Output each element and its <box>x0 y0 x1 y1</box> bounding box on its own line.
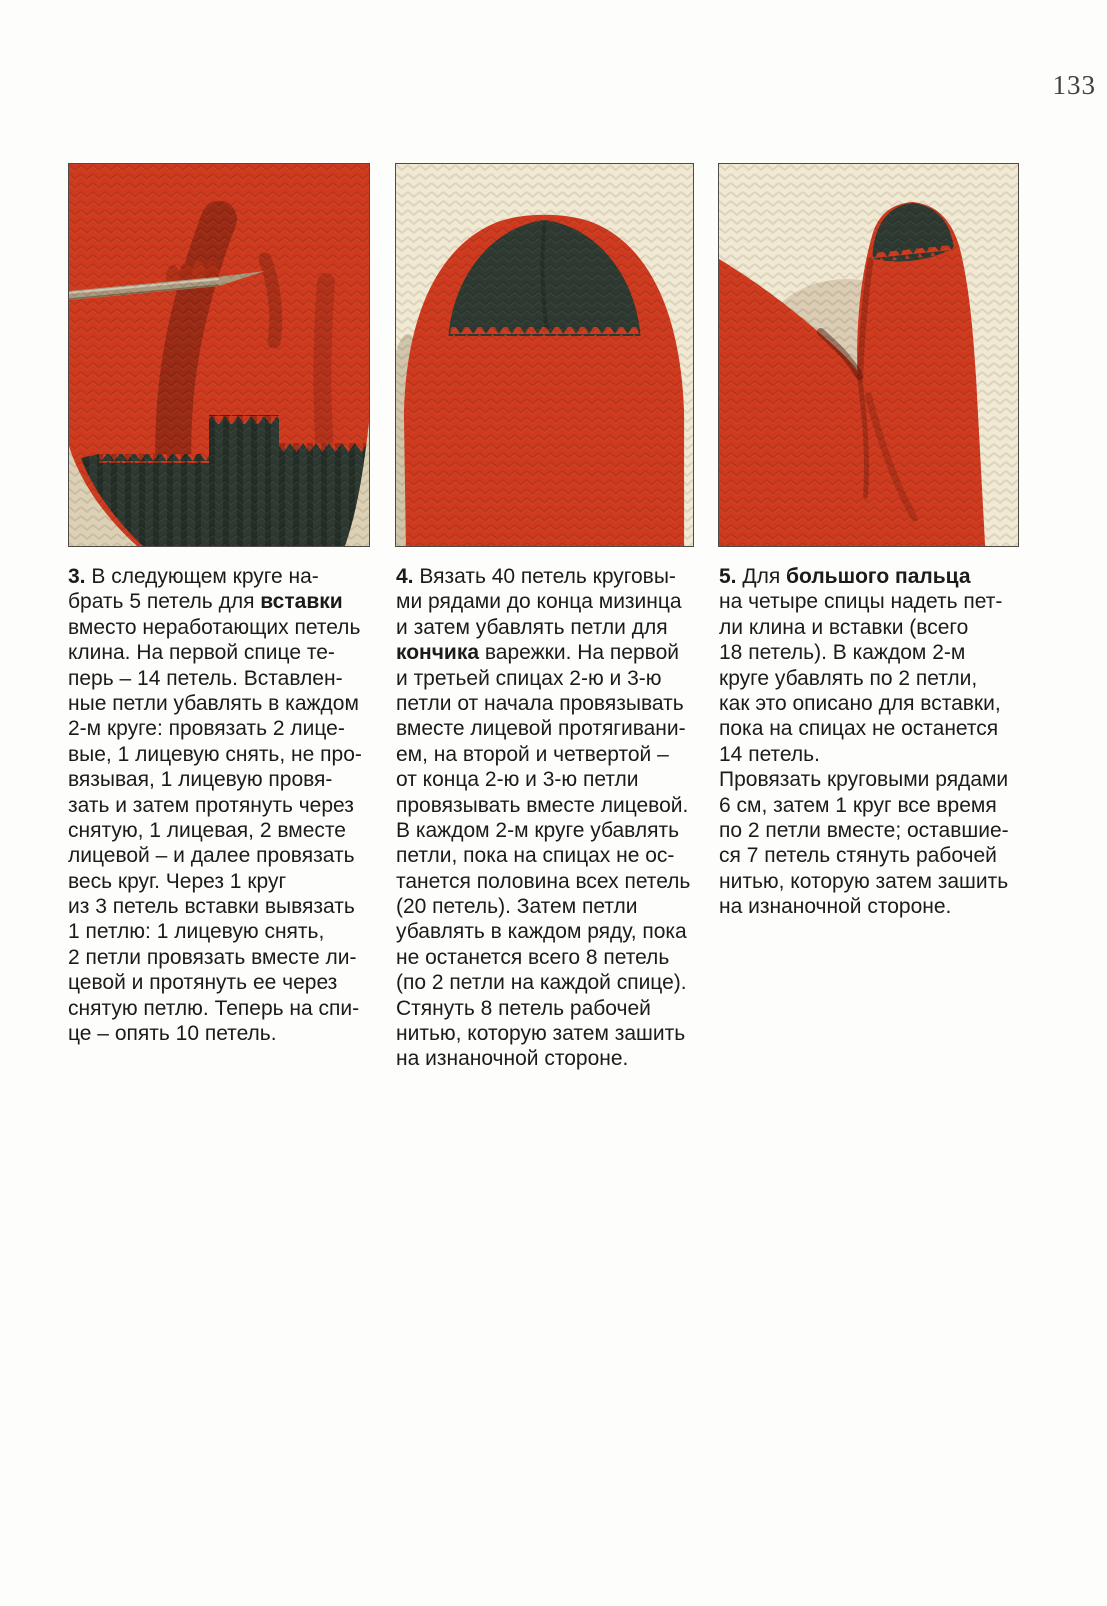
text-line: провязывать вместе лицевой. <box>396 793 689 817</box>
text-line: зать и затем протянуть через <box>68 793 354 817</box>
text-line: убавлять в каждом ряду, пока <box>396 920 687 944</box>
text-line: и затем убавлять петли для <box>396 615 668 639</box>
text-line: на изнаночной стороне. <box>719 895 952 919</box>
text-line: от конца 2-ю и 3-ю петли <box>396 768 639 792</box>
text-line: лицевой – и далее провязать <box>68 844 355 868</box>
instruction-column-step-4 <box>396 564 718 1072</box>
photo-pickup-stitches <box>68 163 370 547</box>
instruction-column-step-3 <box>68 564 390 1046</box>
text-line: ся 7 петель стянуть рабочей <box>719 844 997 868</box>
text-line: нитью, которую затем зашить <box>719 869 1009 893</box>
text-line: В каждом 2-м круге убавлять <box>396 818 680 842</box>
text-line: вместо неработающих петель <box>68 615 361 639</box>
text-line: снятую, 1 лицевая, 2 вместе <box>68 818 346 842</box>
text-line: нитью, которую затем зашить <box>396 1022 686 1046</box>
text-line: ли клина и вставки (всего <box>719 615 969 639</box>
text-line: вязывая, 1 лицевую провя- <box>68 768 333 792</box>
text-line: Стянуть 8 петель рабочей <box>396 996 651 1020</box>
photo-thumb-drawing <box>719 164 1018 546</box>
text-line: весь круг. Через 1 круг <box>68 869 287 893</box>
text-line: 2 петли провязать вместе ли- <box>68 945 357 969</box>
text-line: ные петли убавлять в каждом <box>68 691 359 715</box>
text-line: 2-м круге: провязать 2 лице- <box>68 717 345 741</box>
text-line: на четыре спицы надеть пет- <box>719 590 1003 614</box>
text-line: клина. На первой спице те- <box>68 641 335 665</box>
text-line: по 2 петли вместе; оставшие- <box>719 818 1009 842</box>
text-line: це – опять 10 петель. <box>68 1022 277 1046</box>
text-line: кончика варежки. На первой <box>396 641 679 665</box>
text-line: 5. Для большого пальца <box>719 565 971 588</box>
photo-mitten-tip <box>395 163 694 547</box>
text-line: и третьей спицах 2-ю и 3-ю <box>396 666 662 690</box>
photo-mitten-tip-drawing <box>396 164 693 546</box>
text-line: 14 петель. <box>719 742 820 766</box>
text-line: 4. Вязать 40 петель круговы- <box>396 565 676 588</box>
text-line: вместе лицевой протягивани- <box>396 717 686 741</box>
text-line: вые, 1 лицевую снять, не про- <box>68 742 362 766</box>
text-line: (20 петель). Затем петли <box>396 895 638 919</box>
text-line: 1 петлю: 1 лицевую снять, <box>68 920 325 944</box>
text-line: снятую петлю. Теперь на спи- <box>68 996 360 1020</box>
text-line: на изнаночной стороне. <box>396 1047 629 1071</box>
text-line: ми рядами до конца мизинца <box>396 590 682 614</box>
text-line: петли от начала провязывать <box>396 691 684 715</box>
text-line: 18 петель). В каждом 2-м <box>719 641 966 665</box>
text-line: 3. В следующем круге на- <box>68 565 319 588</box>
text-line: 6 см, затем 1 круг все время <box>719 793 997 817</box>
text-line: не останется всего 8 петель <box>396 945 670 969</box>
photo-thumb <box>718 163 1019 547</box>
text-line: цевой и протянуть ее через <box>68 971 338 995</box>
text-line: как это описано для вставки, <box>719 691 1001 715</box>
text-line: из 3 петель вставки вывязать <box>68 895 355 919</box>
text-line: (по 2 петли на каждой спице). <box>396 971 687 995</box>
text-line: ем, на второй и четвертой – <box>396 742 669 766</box>
text-line: Провязать круговыми рядами <box>719 768 1009 792</box>
text-line: пока на спицах не останется <box>719 717 999 741</box>
text-line: перь – 14 петель. Вставлен- <box>68 666 343 690</box>
page-number: 133 <box>1052 70 1096 100</box>
text-line: петли, пока на спицах не ос- <box>396 844 675 868</box>
instruction-column-step-5 <box>719 564 1041 919</box>
text-line: круге убавлять по 2 петли, <box>719 666 978 690</box>
text-line: танется половина всех петель <box>396 869 691 893</box>
text-line: брать 5 петель для вставки <box>68 590 343 614</box>
photo-pickup-stitches-drawing <box>69 164 369 546</box>
